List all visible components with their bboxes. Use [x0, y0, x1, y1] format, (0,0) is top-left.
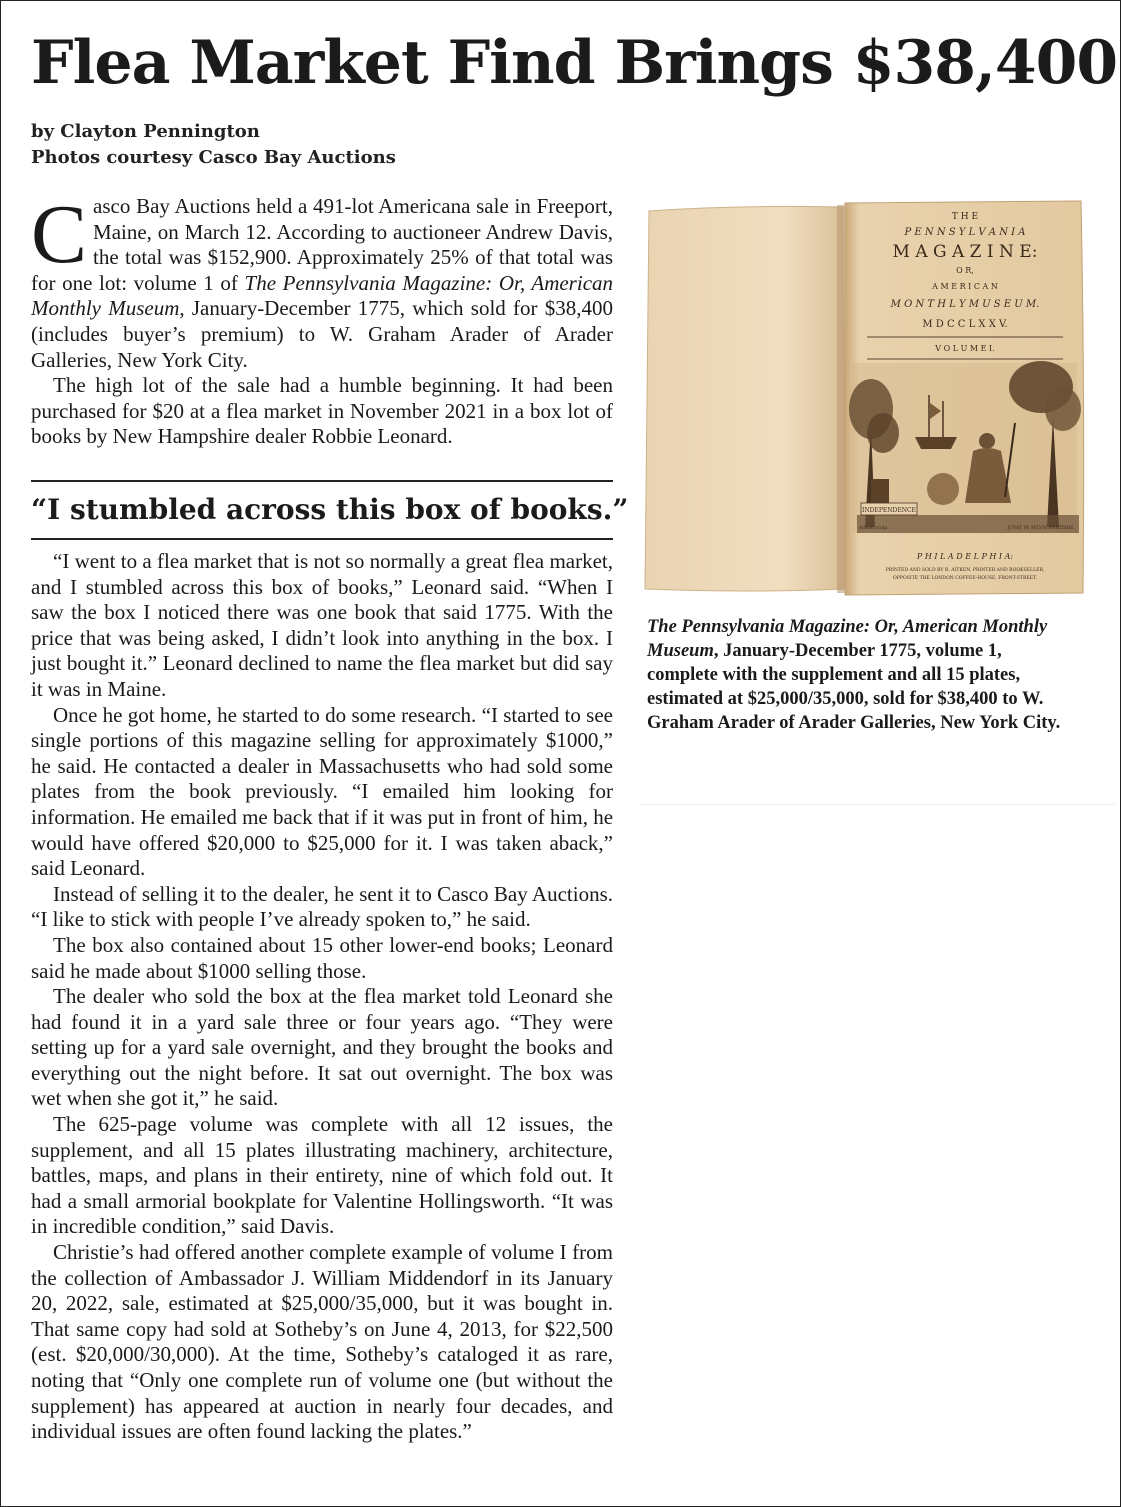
tp-imprint-2: OPPOSITE THE LONDON COFFEE-HOUSE, FRONT-STREET.: [893, 576, 1037, 581]
body-paragraph-4: The box also contained about 15 other lower-end books; Leonard said he made about $1000 selling those.: [31, 932, 613, 983]
drop-cap: C: [31, 188, 88, 281]
intro-p1-end: , January-December 1775, which sold for $38,400 (includes buyer’s premium) to W. Graham Arader of Arader Galleries, New York City.: [31, 296, 614, 372]
plate-right-caption: JUVAT IN SYLVIS HABITARE.: [1007, 526, 1075, 531]
byline: [31, 119, 396, 171]
body-paragraph-3: Instead of selling it to the dealer, he sent it to Casco Bay Auctions. “I like to stick with people I’ve already spoken to,” he said.: [31, 881, 613, 932]
pull-quote: “I stumbled across this box of books.”: [31, 480, 613, 540]
body-paragraph-2: Once he got home, he started to do some research. “I started to see single portions of this magazine selling for approximately $1000,” he said. He contacted a dealer in Massachusetts who had sold some plates from the book previously. “I emailed him looking for information. He emailed me back that if it was put in front of him, he would have offered $20,000 to $25,000 for it. I was taken aback,” said Leonard.: [31, 702, 614, 881]
tp-or: O R,: [956, 266, 974, 275]
body-paragraph-5: The dealer who sold the box at the flea market told Leonard she had found it in a yard sale three or four years ago. “They were setting up for a yard sale overnight, and they brought the books and everything out the night before. It sat out overnight. The box was wet when she got it,” he said.: [31, 984, 613, 1111]
tp-city: P H I L A D E L P H I A:: [916, 552, 1014, 561]
intro-paragraph-2: The high lot of the sale had a humble beginning. It had been purchased for $20 at a flea market in November 2021 in a box lot of books by New Hampshire dealer Robbie Leonard.: [31, 373, 613, 449]
tp-magazine: M A G A Z I N E:: [892, 242, 1038, 262]
caption-title: The Pennsylvania Magazine: Or, American Monthly Museum: [647, 617, 1048, 661]
tp-american: A M E R I C A N: [932, 282, 998, 291]
book-photo: [639, 197, 1087, 600]
engraved-plate: [849, 361, 1081, 533]
body-section: [31, 549, 613, 1445]
plate-banner: INDEPENDENCE: [862, 507, 916, 514]
body-paragraph-6: The 625-page volume was complete with all 12 issues, the supplement, and all 15 plates illustrating machinery, architecture, battles, maps, and plans in their entirety, nine of which fold out. It had a small armorial bookplate for Valentine Hollingsworth. “It was in incredible condition,” said Davis.: [31, 1112, 613, 1239]
body-paragraph-7: Christie’s had offered another complete example of volume I from the collection of Ambassador J. William Middendorf in its January 20, 2022, sale, estimated at $25,000/35,000, but it was bought in. That same copy had sold at Sotheby’s on June 4, 2013, for $22,500 (est. $20,000/30,000). At the time, Sotheby’s cataloged it as rare, noting that “Only one complete run of volume one (but without the supplement) has appeared at auction in nearly four decades, and individual issues are often found lacking the plates.”: [31, 1240, 613, 1444]
tp-year: M D C C L X X V.: [922, 319, 1008, 330]
caption-text: , January-December 1775, volume 1, complete with the supplement and all 15 plates, estimated at $25,000/35,000, sold for $38,400 to W. Graham Arader of Arader Galleries, New York City.: [647, 641, 1061, 733]
tp-pennsylvania: P E N N S Y L V A N I A: [904, 227, 1026, 238]
intro-p1-title: The Pennsylvania Magazine: Or, American Monthly Museum: [31, 270, 614, 321]
photo-caption: [647, 615, 1077, 735]
tp-imprint-1: PRINTED AND SOLD BY R. AITKEN, PRINTER AND BOOKSELLER,: [885, 568, 1045, 573]
byline-photo-credit: Photos courtesy Casco Bay Auctions: [31, 147, 396, 168]
intro-section: [31, 188, 614, 450]
book-illustration: [639, 197, 1087, 600]
intro-p1-start: asco Bay Auctions held a 491-lot Americana sale in Freeport, Maine, on March 12. According to auctioneer Andrew Davis, the total was $152,900. Approximately 25% of that total was for one lot: volume 1 of: [31, 194, 613, 295]
body-paragraph-1: “I went to a flea market that is not so normally a great flea market, and I stumbled across this box of books,” Leonard said. “When I saw the box I noticed there was one book that said 1775. With the price that was being asked, I didn’t look into anything in the box. I just bought it.” Leonard declined to name the flea market but did say it was in Maine.: [31, 549, 613, 701]
tp-the: T H E: [951, 212, 979, 222]
tp-monthly-museum: M O N T H L Y M U S E U M.: [890, 299, 1040, 310]
tp-volume: V O L U M E I.: [935, 344, 995, 353]
intro-paragraph-1: [31, 188, 614, 373]
headline: Flea Market Find Brings $38,400: [31, 28, 1118, 98]
byline-author: by Clayton Pennington: [31, 121, 260, 142]
caption-divider: [639, 804, 1115, 805]
plate-left-caption: Aitken sculp.: [859, 526, 889, 531]
